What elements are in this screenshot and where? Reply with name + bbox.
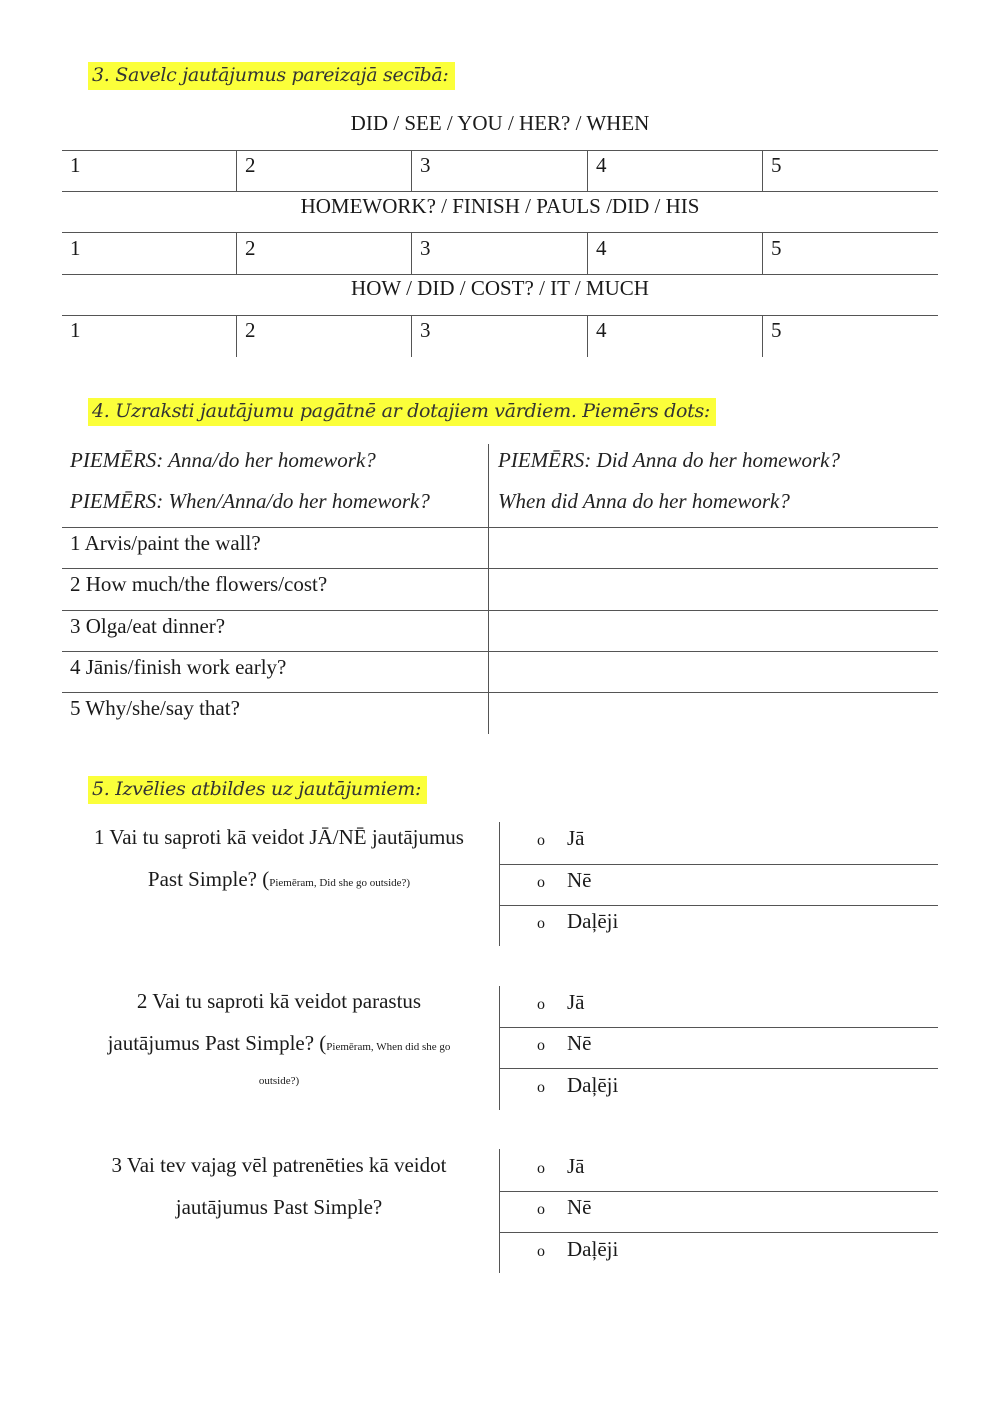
answer-field-4[interactable] [489,652,938,692]
answer-field-2[interactable] [489,569,938,610]
radio-option-ja[interactable]: o Jā [537,990,585,1017]
scramble-sentence-2: HOMEWORK? / FINISH / PAULS /DID / HIS [300,194,700,218]
question-note: Piemēram, Did she go outside?) [269,877,411,889]
order-cell[interactable]: 1 [70,153,81,177]
option-divider [500,905,938,906]
order-cell[interactable]: 5 [771,153,782,177]
cell-divider [411,315,412,357]
table-border [62,274,938,275]
survey-question-3 [62,1144,496,1228]
order-cell[interactable]: 3 [420,153,431,177]
answer-field-1[interactable] [489,528,938,568]
question-note: outside?) [258,1075,300,1087]
cell-divider [587,150,588,191]
cell-divider [236,150,237,191]
question-prompt-1: 1 Arvis/paint the wall? [70,531,261,555]
answer-field-5[interactable] [489,693,938,734]
radio-option-daleji[interactable]: o Daļēji [537,1237,618,1264]
radio-option-ne[interactable]: o Nē [537,1195,592,1222]
question-text: 3 Vai tev vajag vēl patrenēties kā veidot [111,1153,447,1177]
order-cell[interactable]: 2 [245,236,256,260]
radio-icon: o [537,996,545,1013]
question-prompt-4: 4 Jānis/finish work early? [70,655,287,679]
example-prompt-1: PIEMĒRS: Anna/do her homework? [70,448,376,472]
order-cell[interactable]: 5 [771,236,782,260]
option-divider [500,1191,938,1192]
survey-question-1 [62,816,496,904]
example-prompt-2: PIEMĒRS: When/Anna/do her homework? [70,489,430,513]
order-cell[interactable]: 5 [771,318,782,342]
question-text: jautājumus Past Simple? (Piemēram, When did she go [107,1031,451,1055]
question-prompt-5: 5 Why/she/say that? [70,696,240,720]
order-cell[interactable]: 1 [70,318,81,342]
radio-option-daleji[interactable]: o Daļēji [537,1073,618,1100]
radio-icon: o [537,1201,545,1218]
section5-heading: 5. Izvēlies atbildes uz jautājumiem: [88,776,427,804]
option-divider [500,1068,938,1069]
example-answer-1: PIEMĒRS: Did Anna do her homework? [498,448,840,472]
order-cell[interactable]: 2 [245,318,256,342]
answer-field-3[interactable] [489,611,938,651]
order-cell[interactable]: 4 [596,236,607,260]
order-cell[interactable]: 4 [596,318,607,342]
question-text: jautājumus Past Simple? [175,1195,383,1219]
question-text: 1 Vai tu saproti kā veidot JĀ/NĒ jautājumus [94,825,464,849]
order-cell[interactable]: 4 [596,153,607,177]
radio-option-ja[interactable]: o Jā [537,826,585,853]
order-cell[interactable]: 3 [420,236,431,260]
option-divider [500,1232,938,1233]
radio-icon: o [537,1243,545,1260]
cell-divider [411,150,412,191]
cell-divider [762,150,763,191]
order-cell[interactable]: 3 [420,318,431,342]
cell-divider [236,232,237,274]
cell-divider [587,315,588,357]
scramble-sentence-1: DID / SEE / YOU / HER? / WHEN [350,111,650,135]
question-note: Piemēram, When did she go [326,1041,451,1053]
section4-heading: 4. Uzraksti jautājumu pagātnē ar dotajiem vārdiem. Piemērs dots: [88,398,716,426]
example-answer-2: When did Anna do her homework? [498,489,790,513]
radio-option-ne[interactable]: o Nē [537,868,592,895]
column-divider [499,822,500,946]
table-border [62,150,938,151]
radio-icon: o [537,1037,545,1054]
table-border [62,191,938,192]
radio-icon: o [537,915,545,932]
survey-question-2 [62,980,496,1090]
column-divider [499,986,500,1110]
order-cell[interactable]: 2 [245,153,256,177]
table-border [62,232,938,233]
radio-option-ja[interactable]: o Jā [537,1154,585,1181]
cell-divider [236,315,237,357]
option-divider [500,864,938,865]
radio-icon: o [537,874,545,891]
cell-divider [762,232,763,274]
section3-heading: 3. Savelc jautājumus pareizajā secībā: [88,62,455,90]
table-border [62,315,938,316]
radio-option-daleji[interactable]: o Daļēji [537,909,618,936]
radio-option-ne[interactable]: o Nē [537,1031,592,1058]
question-prompt-2: 2 How much/the flowers/cost? [70,572,328,596]
scramble-sentence-3: HOW / DID / COST? / IT / MUCH [351,276,649,300]
question-text: 2 Vai tu saproti kā veidot parastus [136,989,422,1013]
radio-icon: o [537,832,545,849]
question-prompt-3: 3 Olga/eat dinner? [70,614,226,638]
cell-divider [762,315,763,357]
cell-divider [411,232,412,274]
radio-icon: o [537,1079,545,1096]
radio-icon: o [537,1160,545,1177]
question-text: Past Simple? (Piemēram, Did she go outside?) [147,867,411,891]
option-divider [500,1027,938,1028]
order-cell[interactable]: 1 [70,236,81,260]
cell-divider [587,232,588,274]
column-divider [499,1149,500,1273]
